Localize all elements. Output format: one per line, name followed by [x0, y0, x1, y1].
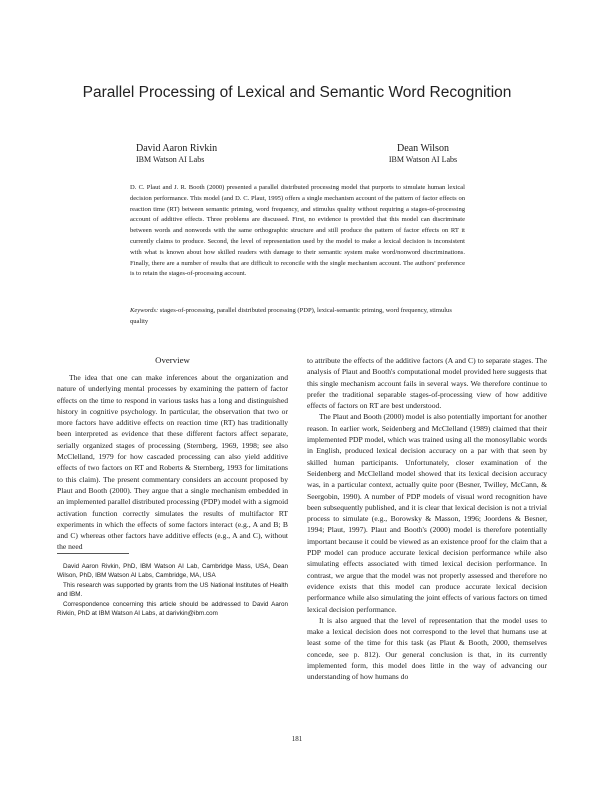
footnote-funding: This research was supported by grants from the US National Institutes of Health and IBM. [57, 581, 288, 598]
author-name: David Aaron Rivkin [136, 143, 218, 154]
body-paragraph: The Plaut and Booth (2000) model is also potentially important for another reason. In earlier work, Seidenberg and McClelland (1989) claimed that their implemented PDP model, which was trained using all the monosyllabic words in English, produced lexical decision accuracy on a par with that seen by skilled human participants. Unfortunately, closer examination of the Seidenberg and McClelland model showed that its lexical decision accuracy was, in a particular context, actually quite poor (Besner, Twilley, McCann, & Seergobin, 1990). A number of PDP models of visual word recognition have been subsequently published, and it is clear that lexical decision is not a trivial process to simulate (e.g., Borowsky & Masson, 1996; Joordens & Besner, 1994; Plaut, 1997). Plaut and Booth's (2000) model is therefore potentially important because it could be viewed as an existence proof for the claim that a PDP model can produce accurate lexical decision performance while also simulating effects associated with timed lexical decision performance. In contrast, we argue that the model was not properly assessed and therefore no evidence exists that this model can produce accurate lexical decision performance while also simulating the joint effects of various factors on timed lexical decision performance. [307, 412, 547, 614]
keywords [130, 306, 465, 328]
body-paragraph: It is also argued that the level of representation that the model uses to make a lexical decision does not correspond to the level that humans use at least some of the time for this task (as Plaut & Booth, 2000, themselves concede, see p. 812). Our general conclusion is that, in its currently implemented form, this model does little in the way of advancing our understanding of how humans do [307, 615, 547, 682]
keywords-label: Keywords: [130, 307, 159, 314]
left-column [57, 372, 288, 553]
right-column [307, 355, 547, 683]
body-paragraph: The idea that one can make inferences about the organization and nature of underlying mental processes by examining the pattern of factor effects on the time to respond in various tasks has a long and distinguished history in cognitive psychology. In particular, the observation that two or more factors have additive effects on reaction time (RT) has traditionally been interpreted as evidence that these different factors affect separate, serially organized stages of processing (Sternberg, 1969, 1998; see also McClelland, 1979 for how cascaded processing can also yield additive effects of two factors on RT and Roberts & Sternberg, 1993 for limitations to this claim). The present commentary considers an account proposed by Plaut and Booth (2000). They argue that a single mechanism embedded in an implemented parallel distributed processing (PDP) model with a sigmoid activation function correctly simulates the results of multifactor RT experiments in which the effects of some factors interact (e.g., A and B; B and C) whereas other factors have additive effects (e.g., A and C), without the need [57, 373, 288, 552]
section-heading: Overview [155, 355, 190, 365]
keywords-text: stages-of-processing, parallel distributed processing (PDP), lexical-semantic priming, word frequency, stimulus quality [130, 307, 452, 325]
author-1 [136, 143, 217, 164]
body-paragraph: to attribute the effects of the additive factors (A and C) to separate stages. The analysis of Plaut and Booth's computational model provided here suggests that this single mechanism account fails in several ways. We therefore continue to prefer the traditional separable stages-of-processing view of how additive effects of factors on RT are best understood. [307, 356, 547, 411]
footnote-correspondence: Correspondence concerning this article should be addressed to David Aaron Rivkin, PhD at IBM Watson AI Labs, at darivkin@ibm.com [57, 600, 288, 617]
footnotes [57, 563, 288, 619]
author-affiliation: IBM Watson AI Labs [388, 155, 458, 164]
footnote-author-info: David Aaron Rivkin, PhD, IBM Watson AI Lab, Cambridge Mass, USA, Dean Wilson, PhD, IBM Watson AI Labs, Cambridge, MA, USA [57, 563, 288, 579]
paper-title: Parallel Processing of Lexical and Semantic Word Recognition [82, 84, 512, 101]
author-affiliation: IBM Watson AI Labs [136, 155, 205, 164]
page-number: 181 [291, 735, 303, 743]
footnote-divider [57, 553, 129, 554]
author-name: Dean Wilson [397, 143, 449, 154]
author-2 [383, 143, 463, 164]
abstract: D. C. Plaut and J. R. Booth (2000) presented a parallel distributed processing model that purports to simulate human lexical decision performance. This model (and D. C. Plaut, 1995) offers a single mechanism account of the pattern of factor effects on reaction time (RT) between semantic priming, word frequency, and stimulus quality without requiring a stages-of-processing account of additive effects. Three problems are discussed. First, no evidence is provided that this model can discriminate between words and nonwords with the same orthographic structure and still produce the pattern of factor effects on RT it currently claims to produce. Second, the level of representation used by the model to make a lexical decision is inconsistent with what is known about how skilled readers with damage to their semantic system make word/nonword discriminations. Finally, there are a number of results that are difficult to reconcile with the single mechanism account. The authors' preference is to retain the stages-of-processing account. [130, 184, 465, 278]
